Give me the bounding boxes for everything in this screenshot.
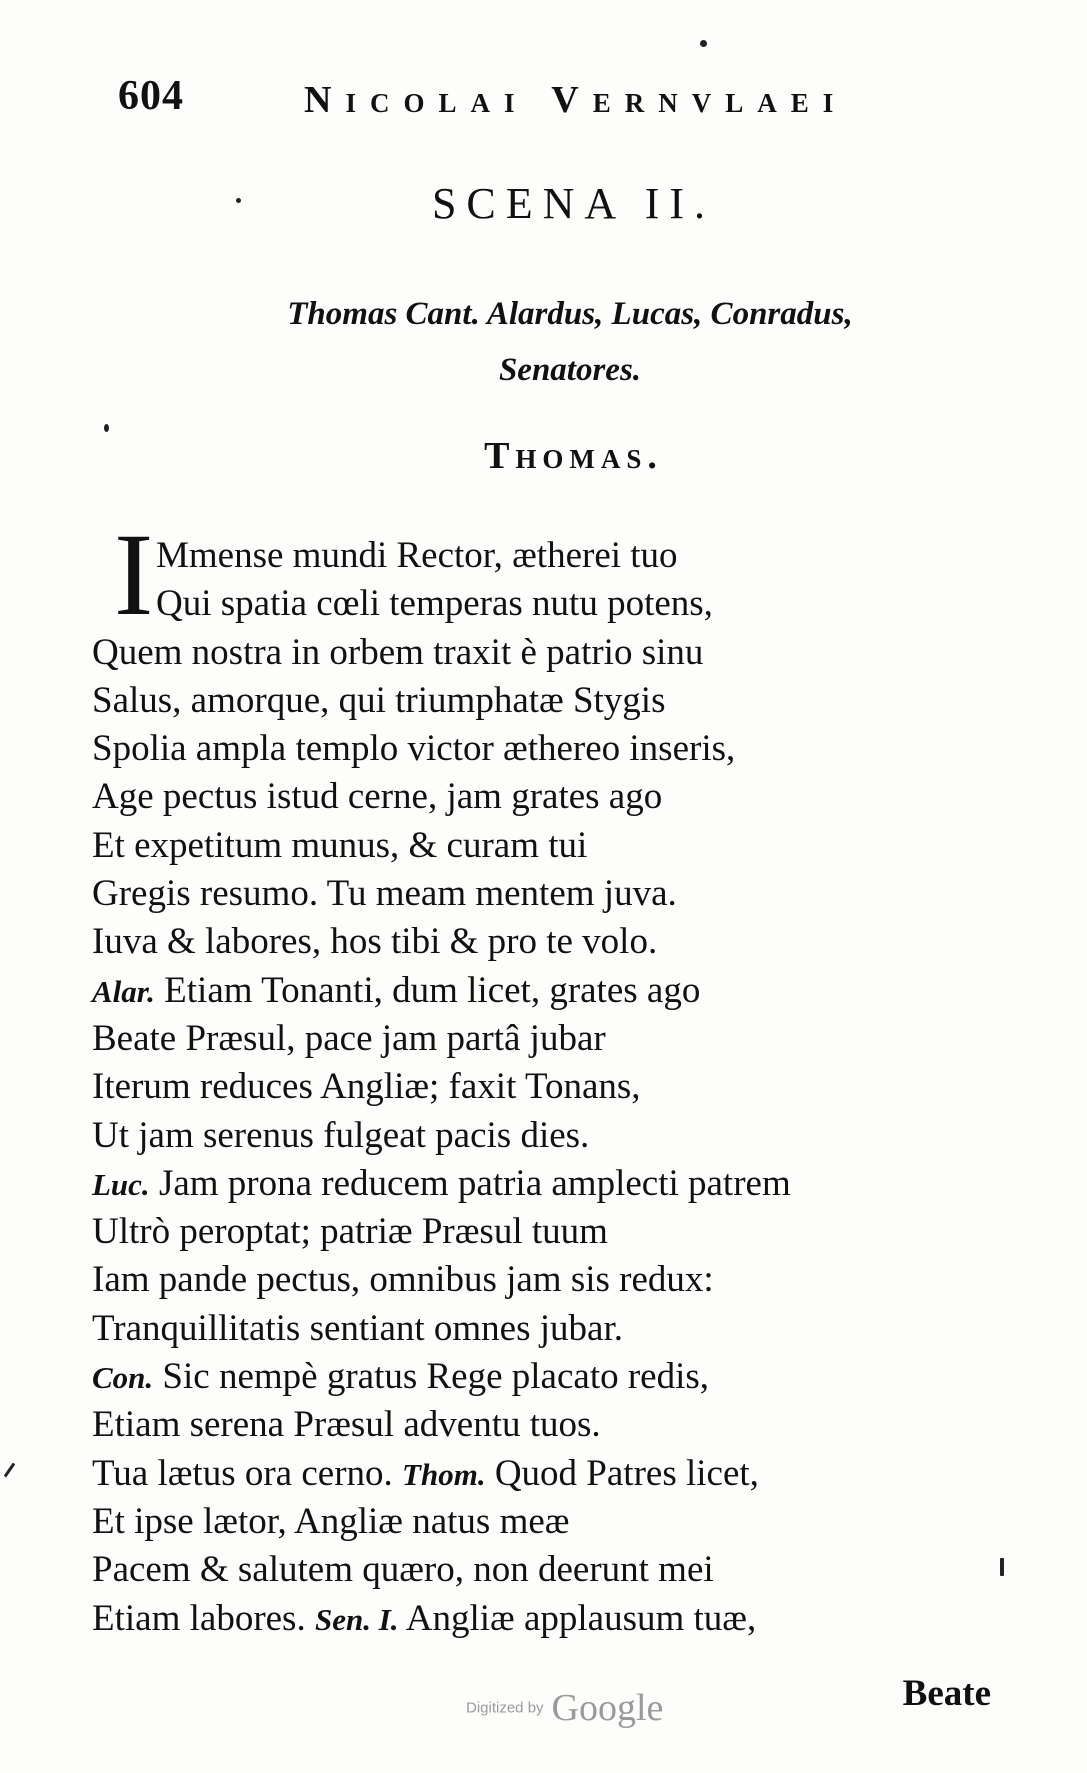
print-speck (104, 424, 109, 432)
speaker-abbreviation: Thom. (402, 1456, 486, 1492)
verse-text: Et expetitum munus, & curam tui (92, 824, 588, 866)
print-speck (4, 1463, 16, 1478)
speaker-heading: Thomas. (484, 435, 663, 477)
verse-line (92, 677, 992, 725)
verse-line (92, 1305, 992, 1353)
verse-line (92, 725, 992, 773)
verse-text: Etiam Tonanti, dum licet, grates ago (164, 969, 701, 1011)
drop-cap: I (114, 509, 154, 640)
verse-block (92, 509, 992, 1643)
verse-text: Qui spatia cœli temperas nutu potens, (156, 583, 713, 625)
verse-line (92, 1063, 992, 1111)
speaker-abbreviation: Alar. (92, 973, 155, 1009)
verse-text: Iterum reduces Angliæ; faxit Tonans, (92, 1066, 641, 1108)
verse-line (92, 580, 992, 628)
verse-text: Mmense mundi Rector, ætherei tuo (156, 535, 678, 576)
verse-line (92, 967, 992, 1015)
verse-text: Et ipse lætor, Angliæ natus meæ (92, 1500, 570, 1542)
watermark-prefix: Digitized by (466, 1699, 544, 1717)
verse-text: Iuva & labores, hos tibi & pro te volo. (92, 921, 658, 963)
verse-line (92, 1401, 992, 1449)
verse-line (92, 532, 992, 580)
catchword: Beate (902, 1673, 991, 1714)
dramatis-line: Thomas Cant. Alardus, Lucas, Conradus, (287, 296, 853, 332)
scene-title: SCENA II. (431, 179, 716, 228)
dramatis-personae (210, 286, 930, 398)
verse-line (92, 1450, 992, 1498)
speaker-abbreviation: Con. (92, 1360, 154, 1396)
verse-line (92, 1595, 992, 1643)
digitization-watermark (466, 1686, 663, 1730)
speaker-abbreviation: Luc. (92, 1166, 150, 1202)
verse-text: Tranquillitatis sentiant omnes jubar. (92, 1307, 623, 1349)
verse-line (92, 1208, 992, 1256)
watermark-logo: Google (551, 1687, 664, 1729)
running-head (118, 72, 958, 132)
verse-line (92, 629, 992, 677)
verse-line (92, 918, 992, 966)
verse-text: Tua lætus ora cerno. (92, 1452, 393, 1494)
verse-text: Etiam serena Præsul adventu tuos. (92, 1404, 601, 1446)
verse-line (92, 1160, 992, 1208)
verse-line (92, 822, 992, 870)
verse-text: Quod Patres licet, (494, 1452, 759, 1494)
verse-line (92, 1015, 992, 1063)
print-speck (236, 198, 241, 203)
verse-line (92, 870, 992, 918)
print-speck (700, 40, 707, 47)
verse-text: Ultrò peroptat; patriæ Præsul tuum (92, 1211, 608, 1253)
page-number: 604 (118, 73, 184, 119)
verse-text: Sic nempè gratus Rege placato redis, (162, 1356, 710, 1398)
verse-text: Gregis resumo. Tu meam mentem juva. (92, 873, 677, 915)
verse-line (92, 1256, 992, 1304)
verse-text: Angliæ applausum tuæ, (405, 1597, 757, 1639)
verse-text: Etiam labores. (92, 1597, 306, 1639)
verse-text: Iam pande pectus, omnibus jam sis redux: (92, 1259, 714, 1301)
verse-text: Quem nostra in orbem traxit è patrio sinu (92, 631, 704, 673)
verse-text: Jam prona reducem patria amplecti patrem (158, 1162, 791, 1204)
running-title: Nicolai Vernvlaei (304, 79, 848, 121)
verse-text: Age pectus istud cerne, jam grates ago (92, 776, 663, 818)
verse-line (92, 1498, 992, 1546)
verse-line (92, 1353, 992, 1401)
dramatis-line: Senatores. (498, 352, 642, 388)
print-speck (1000, 1558, 1004, 1576)
speaker-abbreviation: Sen. I. (314, 1601, 399, 1637)
verse-text: Ut jam serenus fulgeat pacis dies. (92, 1114, 590, 1156)
verse-text: Pacem & salutem quæro, non deerunt mei (92, 1549, 714, 1591)
verse-text: Spolia ampla templo victor æthereo inseris, (92, 728, 736, 770)
verse-line (92, 1112, 992, 1160)
verse-text: Salus, amorque, qui triumphatæ Stygis (92, 679, 666, 721)
verse-text: Beate Præsul, pace jam partâ jubar (92, 1017, 606, 1059)
verse-line (92, 773, 992, 821)
verse-line (92, 1546, 992, 1594)
